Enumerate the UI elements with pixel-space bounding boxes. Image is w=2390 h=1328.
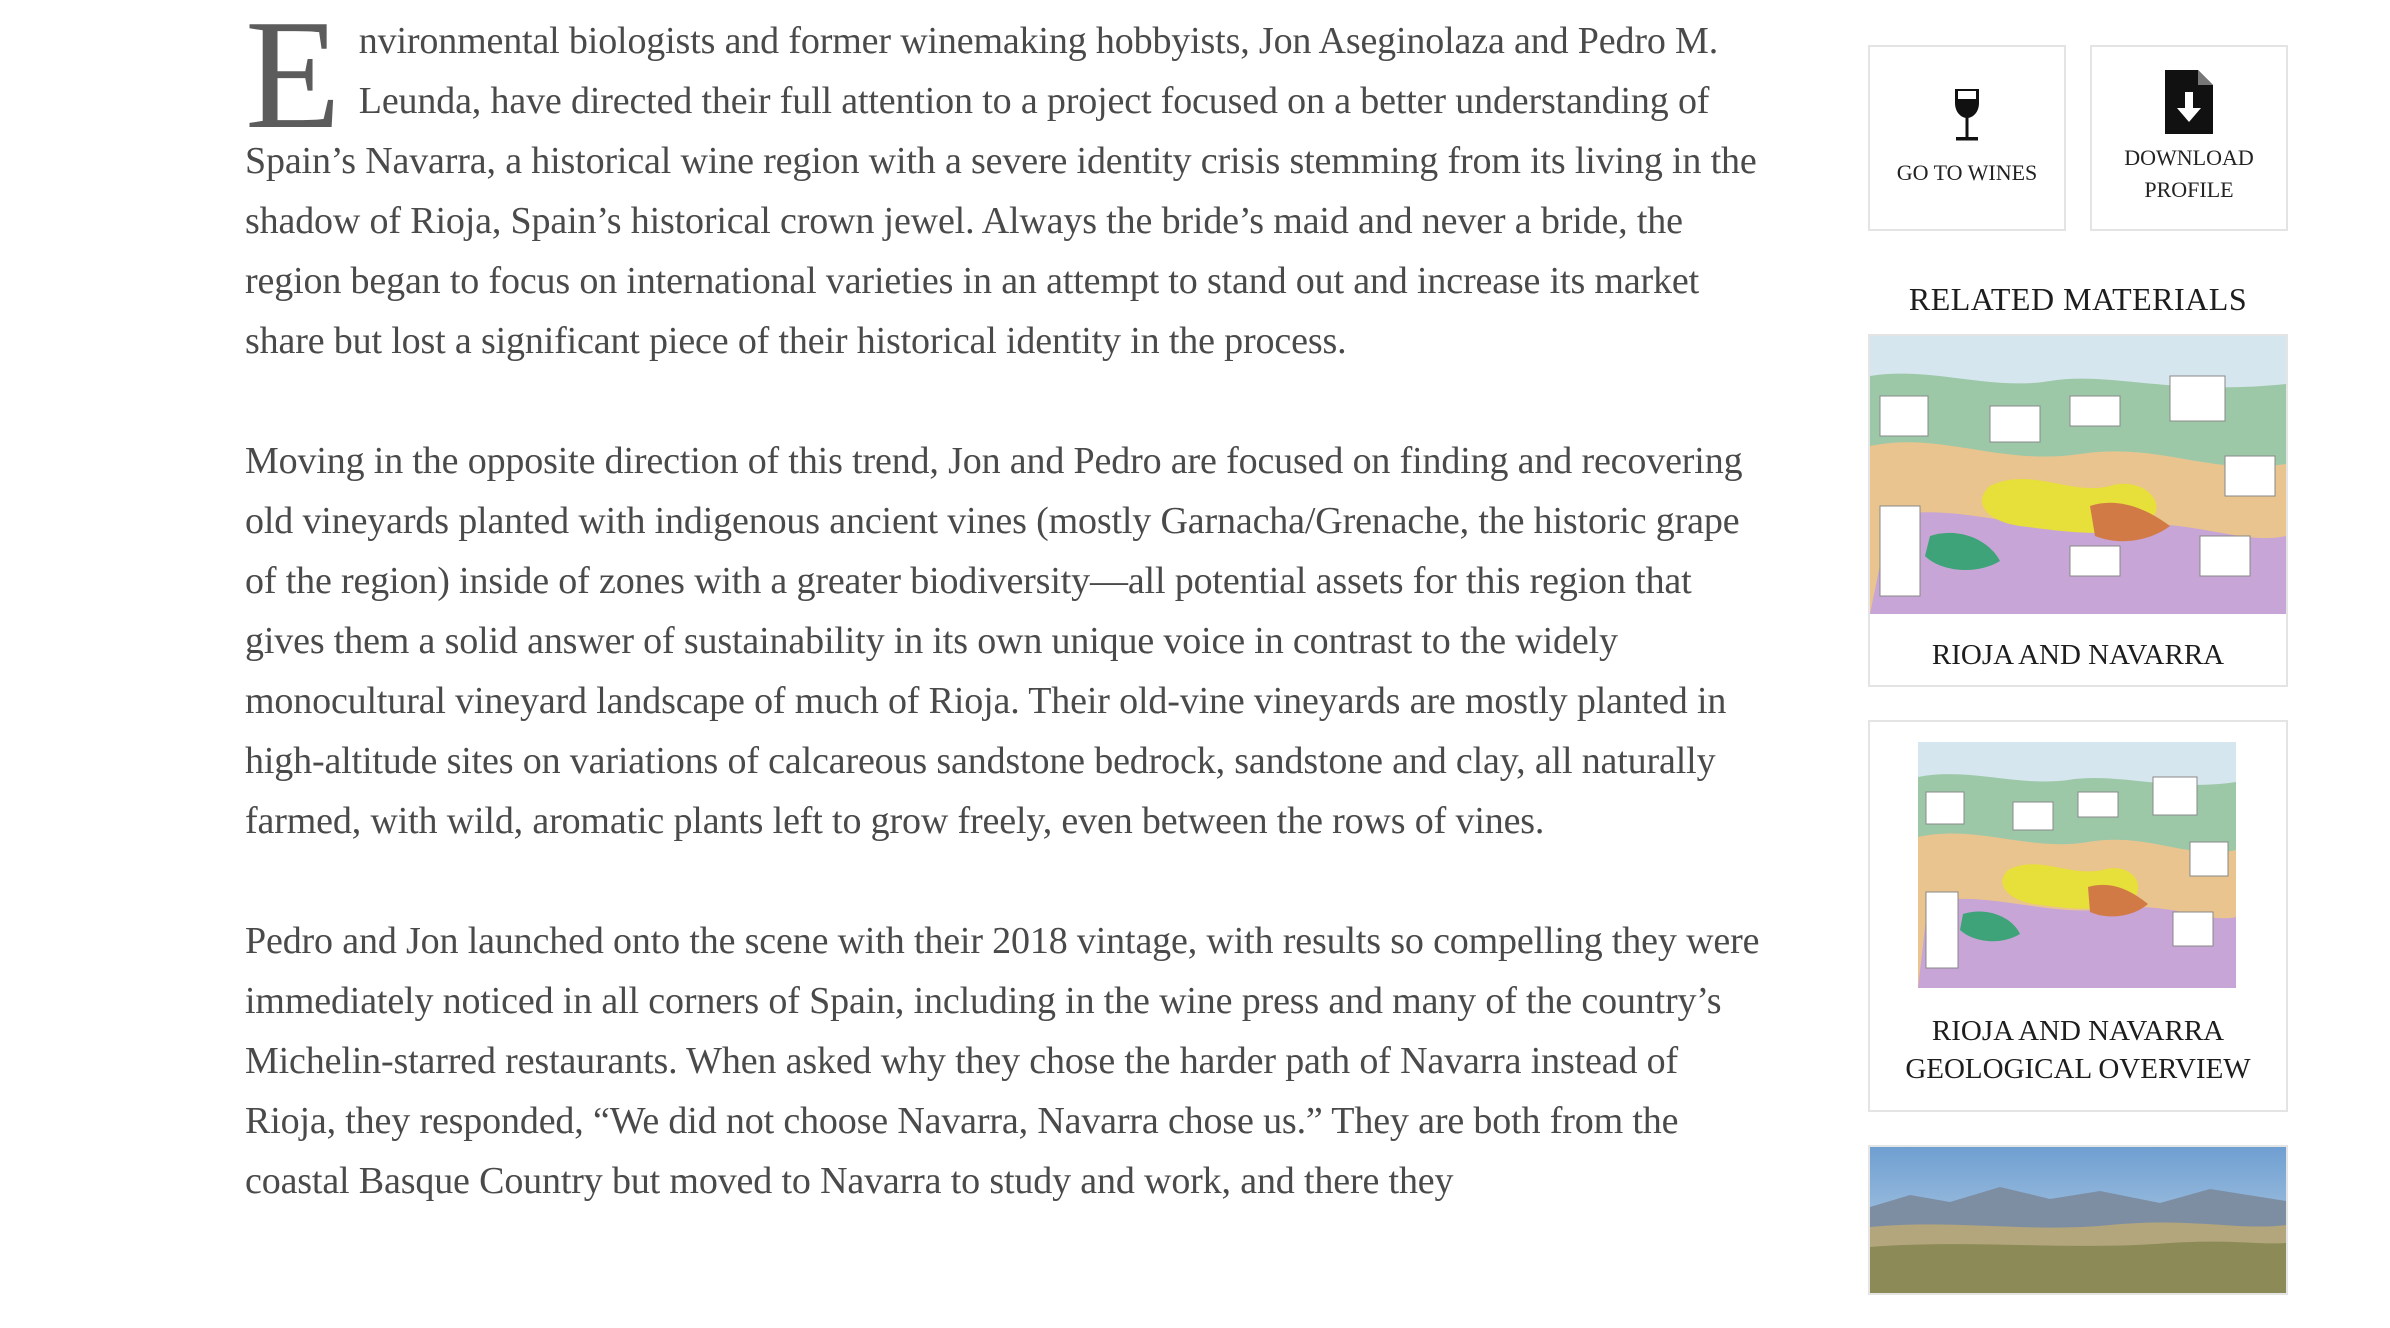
download-label-line-2: PROFILE: [2144, 177, 2234, 202]
file-download-icon: [2165, 70, 2213, 134]
download-label-line-1: DOWNLOAD: [2124, 145, 2254, 170]
card-1-label: RIOJA AND NAVARRA: [1931, 639, 2225, 671]
related-materials-heading: RELATED MATERIALS: [1908, 281, 2248, 317]
related-card-landscape[interactable]: [1868, 1145, 2288, 1295]
card-2-label-line-2: GEOLOGICAL OVERVIEW: [1905, 1053, 2251, 1085]
related-card-rioja-navarra[interactable]: [1868, 334, 2288, 687]
geological-map-thumbnail: [1918, 742, 2236, 988]
rioja-navarra-map-thumbnail: [1870, 336, 2286, 614]
wine-glass-icon: [1952, 87, 1982, 143]
paragraph-1-text: nvironmental biologists and former winemaking hobbyists, Jon Aseginolaza and Pedro M. Leunda, have directed their full attention to a project focused on a better understanding of Spain’s Navarra, a historical wine region with a severe identity crisis stemming from its living in the shadow of Rioja, Spain’s historical crown jewel. Always the bride’s maid and never a bride, the region began to focus on international varieties in an attempt to stand out and increase its market share but lost a significant piece of their historical identity in the process.: [245, 20, 1757, 362]
card-2-label: [1870, 988, 2286, 1088]
drop-cap: E: [245, 0, 341, 161]
article-body: [245, 0, 1765, 1271]
article-paragraph-1: [245, 0, 1765, 371]
article-paragraph-2: Moving in the opposite direction of this trend, Jon and Pedro are focused on finding and recovering old vineyards planted with indigenous ancient vines (mostly Garnacha/Grenache, the historic grape of the region) inside of zones with a greater biodiversity—all potential assets for this region that gives them a solid answer of sustainability in its own unique voice in contrast to the widely monocultural vineyard landscape of much of Rioja. Their old-vine vineyards are mostly planted in high-altitude sites on variations of calcareous sandstone bedrock, sandstone and clay, all naturally farmed, with wild, aromatic plants left to grow freely, even between the rows of vines.: [245, 440, 1743, 842]
sidebar: [1868, 45, 2288, 1328]
landscape-photo-thumbnail: [1870, 1147, 2286, 1295]
go-to-wines-label: GO TO WINES: [1896, 160, 2038, 185]
go-to-wines-button[interactable]: [1868, 45, 2066, 231]
card-2-label-line-1: RIOJA AND NAVARRA: [1931, 1015, 2225, 1047]
article-paragraph-3: Pedro and Jon launched onto the scene with their 2018 vintage, with results so compelling they were immediately noticed in all corners of Spain, including in the wine press and many of the country’s Michelin-starred restaurants. When asked why they chose the harder path of Navarra instead of Rioja, they responded, “We did not choose Navarra, Navarra chose us.” They are both from the coastal Basque Country but moved to Navarra to study and work, and there they: [245, 920, 1760, 1202]
related-card-geological-overview[interactable]: [1868, 720, 2288, 1112]
action-buttons: [1868, 45, 2288, 231]
download-profile-button[interactable]: [2090, 45, 2288, 231]
